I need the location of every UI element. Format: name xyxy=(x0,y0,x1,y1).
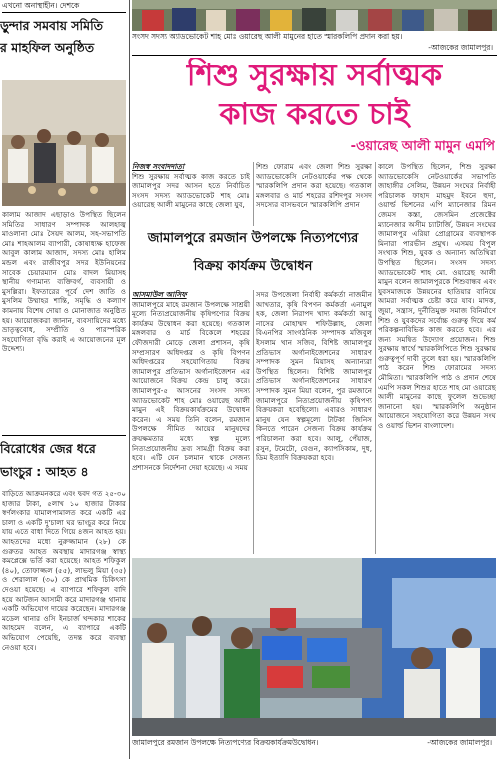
left-bottom-headline-1: বিরোধের জের ধরে xyxy=(0,441,96,456)
market-headline-line-2: বিক্রয় কার্যক্রম উদ্বোধন xyxy=(193,259,313,274)
memorandum-photo-caption xyxy=(132,32,497,43)
memorandum-caption-text: সংসদ সদস্য অ্যাডভোকেট শাহ মোঃ ওয়ারেছ আলী মামুনের হাতে স্মারকলিপি প্রদান করা হয়। xyxy=(132,32,403,41)
main-story-byline: নিজস্ব সংবাদদাতা xyxy=(132,162,185,171)
prayer-photo xyxy=(2,80,126,206)
memorandum-credit-text: -আজকের জামালপুর। xyxy=(428,43,493,52)
memorandum-photo-credit xyxy=(132,43,497,54)
market-story-byline: আসমাউল আসিফ xyxy=(132,290,187,299)
main-headline-line-2: কাজ করতে চাই xyxy=(219,97,410,132)
main-story-col1-text: শিশু সুরক্ষায় সর্বাত্মক কাজ করতে চাই জামালপুর সদর আসন হতে নির্বাচিত সংসদ সদস্য অ্যাডভোকেট শাহ মোঃ ওয়ারেছ আলী মামুনের কাছে জেলা যুব, xyxy=(132,171,250,210)
market-caption-text: জামালপুরে রমজান উপলক্ষে নিত্যপণ্যের বিক্রয়কার্যক্রমউদ্বোধন। xyxy=(132,738,319,747)
prayer-photo-illustration xyxy=(2,80,126,206)
col-rule-a xyxy=(253,162,254,226)
left-top-headline-2: র মাহফিল অনুষ্ঠিত xyxy=(0,40,95,55)
market-story-col1-text: জামালপুরে মাহে রমজান উপলক্ষে সাশ্রয়ী মূল্যে নিত্যপ্রয়োজনীয় কৃষিপণ্যের বিক্রয় কার্যক্রম উদ্বোধন করা হয়েছে। গতকাল মঙ্গলবার ও মার্চ বিকেলে শহরের ফৌজদারী মোড়ে জেলা প্রশাসন, কৃষি সম্প্রসারণ অধিদপ্তর ও কৃষি বিপণন অধিদপ্তরের সহযোগিতায় বিক্রয় জামালপুর প্রতিভাস অর্গানাইজেশন এর আয়োজনে বিক্রয় কেন্দ্র চালু করে। জামালপুর-৫ আসনের সংসদ সদস্য অ্যাডভোকেট শাহ মোঃ ওয়ারেছ আলী মামুন এই বিক্রয়কার্যক্রমের উদ্বোধন করেন। এ সময় তিনি বলেন, রমজান উপলক্ষে সীমিত আয়ের মানুষদের ক্রয়ক্ষমতার মধ্যে স্বল্প মূল্যে নিত্যপ্রয়োজনীয় দ্রব্য সামগ্রী বিক্রয় করা হবে। এটি যেন চলমান থাকে সেজন্য প্রশাসনকে নির্দেশনা দেয়া হয়েছে। এ সময় xyxy=(132,299,250,472)
top-right-rule xyxy=(132,55,497,56)
market-credit-text: -আজকের জামালপুর। xyxy=(427,738,492,747)
main-story-col1 xyxy=(132,162,250,226)
left-strip-rule xyxy=(2,12,126,13)
left-top-body: কালাম আজাদ এছাড়াও উপস্থিত ছিলেন সমিতির সাধারণ সম্পাদক আলহাজ্ব মাওলানা মোঃ সৈয়দ আলম, সহ-সভাপতি মোঃ শাহআলম ব্যাপারী, কোষাধ্যক্ষ হাফেজ আবুল কালাম আজাদ, সদস্য মোঃ হালিম মন্ডল এবং রাজীবপুর সদর ইউনিয়নের সাবেক চেয়ারম্যান মোঃ বাদল মিয়াসহ স্থানীয় গণ্যমান্য ব্যক্তিবর্গ, ব্যবসায়ী ও মুসল্লিরা। ইফতারের পূর্বে দেশ জাতি ও মুসলিম উম্মাহর শান্তি, সমৃদ্ধি ও কল্যাণ কামনায় বিশেষ দোয়া ও মোনাজাত অনুষ্ঠিত হয়। আয়োজকরা জানান, ব্যবসায়িদের মধ্যে ভ্রাতৃত্ববোধ, সম্প্রীতি ও পারস্পরিক সহযোগিতা বৃদ্ধি করাই এ আয়োজনের মূল উদ্দেশ্য। xyxy=(2,210,126,354)
left-bottom-body: বাড়িতে আক্রমনকরে এবং দ্ববদ গত ২৫-৩০ হাজার টাকা, ৫লাখ ১০ হাজার টাকার স্বর্ণলংকার যামালপামালত করে একটি এর চালা ও একটি দু'চালা ঘর ভাংচুর করে নিয়ে যায় এতে বাধা দিতে গিয়ে ৪জন আহত হয়। আহতদের মধ্যে নুরুজ্জামান (২৮) কে গুরুতর আহত অবস্থায় মাদারগঞ্জ স্বাস্থ্য কমপ্লেক্সে ভর্তি করা হয়েছে। আহত শফিকুল (৪০), তোফাজ্জল (৫৫), লাভলু মিয়া (৩৫) ও শেরালাল (৩০) কে প্রাথমিক চিকিৎসা দেওয়া হয়েছে। এ ব্যাপারে শফিকুল বাদি হয়ে আটজন আসামী করে মাদারগঞ্জ থানায় একটি অভিযোগ দায়ের করেছেন। মাদারগঞ্জ মডেল থানার ওসি ইনচার্জ খন্দকার শাকের আহমেদ বলেন, এ ব্যাপারে একটি অভিযোগ পেয়েছি, তদন্ত করে ব্যবস্থা নেওয়া হবে। xyxy=(2,489,126,652)
market-headline-line-1: জামালপুরে রমজান উপলক্ষে নিত্যপণ্যের xyxy=(147,231,359,246)
left-top-strip-text: এখনো অনাস্থাহীন। দেশকে xyxy=(2,1,80,10)
market-photo xyxy=(132,558,496,736)
memorandum-photo-illustration xyxy=(132,0,497,31)
main-story-col2: শিশু ফোরাম এবং জেলা শিশু সুরক্ষা অ্যাডভোকেসি নেটওয়ার্কের পক্ষ থেকে স্মারকলিপি প্রদান করা হয়েছে। গতকাল মঙ্গলবার ও মার্চ শহরের রশিদপুর সংসদ সদস্যের বাসভবনে স্মারকলিপি প্রদান xyxy=(256,162,372,210)
main-story-col3: কালে উপস্থিত ছিলেন, শিশু সুরক্ষা অ্যাডভোকেসি নেটওয়ার্কের সভাপতি জাহাঙ্গীর সেলিম, উন্নয়ন সংঘের নির্বাহী পরিচালক ফাহাদ মাহমুদ ইবনে হুদা, ওয়ার্ল্ড ভিশনের এপি ম্যানেজার রিমন জেমস কস্তা, জেসমিন প্রজেক্টের ম্যানেজার অসীম চ্যাটার্জি, উন্নয়ন সংঘের জামালপুর এরিয়া প্রোগ্রামের ব্যবস্থাপক মিনারা পারভীন প্রমুখ। এসময় বিপুল সংখ্যক শিশু, যুবক ও অন্যান্য অতিথিরা উপস্থিত ছিলেন। সংসদ সদস্য অ্যাডভোকেট শাহ মো. ওয়ারেছ আলী মামুন বলেন জামালপুরকে শিশুবান্ধব এবং যুবসমাজকে উন্নয়নের হাতিয়ার বানিয়ে আমরা সর্বাত্মক চেষ্টা করে যাব। মাদক, জুয়া, সন্ত্রাস, দুর্নীতিমুক্ত সমাজ বিনির্মাণে শিশু ও যুবকদের সর্বোচ্চ গুরুত্ব দিয়ে কর্ম পরিকল্পনাবিভিক কাজ করতে হবে। এর জন্য সমন্বিত উদ্যোগ প্রয়োজন। শিশু সুরক্ষায় স্বার্থে স্মারকলিপিতে শিশু সুরক্ষায় গুরুত্বপূর্ণ দাবী তুলে ধরা হয়। স্মারকলিপি পাঠ করেন শিশু ফোরামের সদস্য মৌমিতা। স্মারকলিপি পাঠ ও প্রদান শেষে এমপি সকল শিশুর হাতে শাহ মো ওয়ারেছ আলী মামুনের কাছে ফুলেল শুভেচ্ছা জানানো হয়। স্মারকলিপি অনুষ্ঠান আয়োজনে সহযোগিতা করে উন্নয়ন সংঘ ও ওয়ার্ল্ড ভিশন বাংলাদেশ। xyxy=(378,162,496,431)
market-story-col1 xyxy=(132,290,250,554)
left-section-rule xyxy=(2,435,126,436)
col-rule-b xyxy=(375,162,376,554)
column-divider xyxy=(129,0,130,759)
main-headline-quote-by: -ওয়ারেছ আলী মামুন এমপি xyxy=(350,139,495,154)
left-bottom-headline-2: ভাংচুর : আহত ৪ xyxy=(0,464,89,479)
left-top-headline-1: ড়ুন্দার সমবায় সমিতি xyxy=(0,18,104,33)
memorandum-photo xyxy=(132,0,497,31)
main-headline-line-1: শিশু সুরক্ষায় সর্বাত্মক xyxy=(186,58,443,93)
market-photo-illustration xyxy=(132,558,496,736)
market-story-col2: সদর উপজেলা নির্বাহী কর্মকর্তা নাজমীন আখতার, কৃষি বিপণন কর্মকর্তা এনামুল হক, জেলা নিরাপদ খাদ্য কর্মকর্তা আবু নাসের মোহাম্মদ শফিউল্লাহ, জেলা বিএনপির সাংগঠনিক সম্পাদক মজিবুল ইসলাম খান সজিব, বিশিষ্ট জামালপুর প্রতিভাস অর্গানাইজেশনের সাধারণ সম্পাদক সুমন মিয়াসহ অন্যান্যরা উপস্থিত ছিলেন। বিশিষ্ট জামালপুর প্রতিভাস অর্গানাইজেশনের সাধারণ সম্পাদক সুমন মিয়া বলেন, পুর রমজানে জামালপুরে নিত্যপ্রয়োজনীয় কৃষিপণ্য বিক্রয়করা হবেছিলো। এবারও সাধারণ মানুষ যেন স্বল্পমূল্যে টাটকা জিনিস কিনতে পারেন সেজন্য বিক্রয় কার্যক্রম পরিচালনা করা হবে। আলু, পেঁয়াজ, রসুন, টমেটো, বেগুন, ক্যাপসিকাম, দুধ, ডিম ইত্যাদি বিক্রয়করা হবে। xyxy=(256,290,372,463)
col-rule-c xyxy=(253,290,254,554)
market-photo-caption xyxy=(132,738,496,749)
